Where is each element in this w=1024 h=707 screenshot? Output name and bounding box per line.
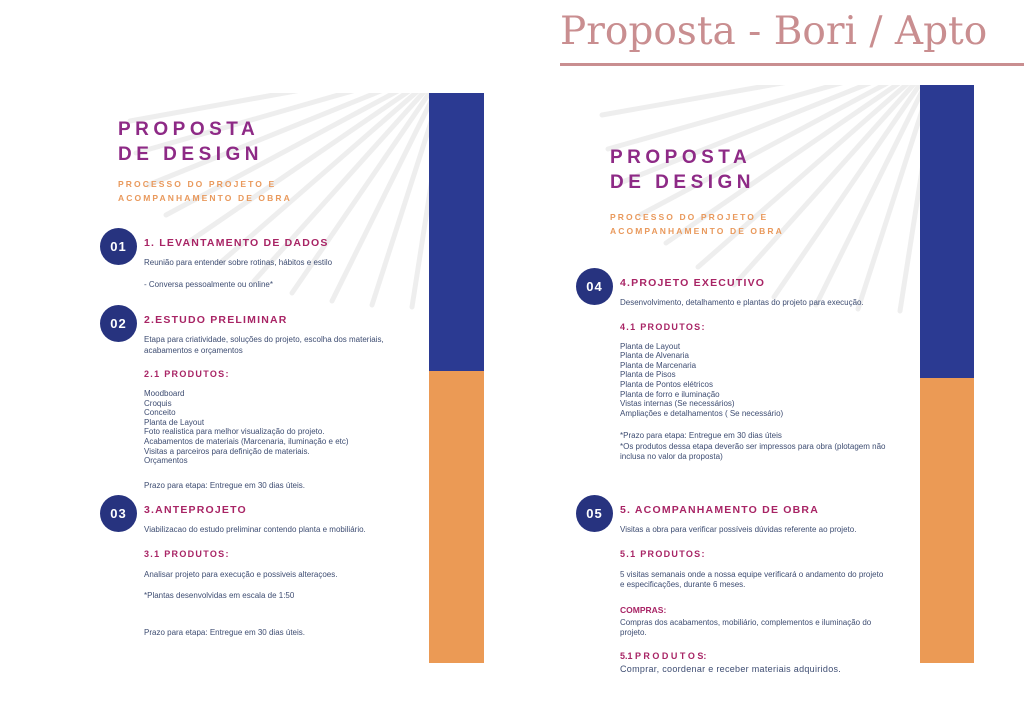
step-number: 02 bbox=[110, 316, 127, 331]
section-heading: 1. LEVANTAMENTO DE DADOS bbox=[144, 237, 329, 249]
section-paragraph: *Plantas desenvolvidas em escala de 1:50 bbox=[144, 591, 295, 601]
product-list bbox=[620, 342, 888, 419]
page-subtitle-line2: ACOMPANHAMENTO DE OBRA bbox=[610, 226, 784, 236]
section-05 bbox=[576, 495, 888, 674]
section-03 bbox=[100, 495, 389, 638]
step-number-badge bbox=[576, 495, 613, 532]
step-number-badge bbox=[576, 268, 613, 305]
page-title-line2: DE DESIGN bbox=[610, 172, 756, 193]
page-subtitle bbox=[610, 210, 784, 238]
list-item: Acabamentos de materiais (Marcenaria, iluminação e etc) bbox=[144, 437, 349, 447]
list-item: *Os produtos dessa etapa deverão ser impressos para obra (plotagem não inclusa no valor da proposta) bbox=[620, 441, 886, 461]
page-subtitle-line2: ACOMPANHAMENTO DE OBRA bbox=[118, 193, 292, 203]
step-number-badge bbox=[100, 228, 137, 265]
step-number: 03 bbox=[110, 506, 127, 521]
document-title-text: Proposta - Bori / Apto bbox=[560, 9, 988, 54]
product-list bbox=[144, 389, 389, 466]
step-number: 05 bbox=[586, 506, 603, 521]
side-accent-bar-orange bbox=[920, 378, 974, 663]
page-title bbox=[118, 117, 292, 167]
list-item: Planta de Layout bbox=[144, 417, 205, 427]
list-item: Foto realistica para melhor visualização do projeto. bbox=[144, 427, 325, 437]
section-subheading: 3.1 PRODUTOS: bbox=[144, 548, 230, 559]
section-heading: 2.ESTUDO PRELIMINAR bbox=[144, 314, 288, 326]
list-item: Vistas internas (Se necessários) bbox=[620, 399, 735, 409]
list-item: Planta de Layout bbox=[620, 341, 681, 351]
page-subtitle bbox=[118, 177, 292, 205]
page-title-line1: PROPOSTA bbox=[610, 147, 752, 168]
page-title-line2: DE DESIGN bbox=[118, 144, 264, 165]
page-header bbox=[118, 117, 292, 205]
section-intro: Viabilizacao do estudo preliminar contendo planta e mobiliário. bbox=[144, 525, 366, 534]
section-heading: 5. ACOMPANHAMENTO DE OBRA bbox=[620, 504, 819, 516]
list-item: Croquis bbox=[144, 398, 172, 408]
step-number: 01 bbox=[110, 239, 127, 254]
page-subtitle-line1: PROCESSO DO PROJETO E bbox=[118, 179, 277, 189]
list-item: Moodboard bbox=[144, 389, 185, 399]
produtos-heading: 5.1 P R O D U T O S: bbox=[620, 651, 707, 662]
compras-text: Compras dos acabamentos, mobiliário, complementos e iluminação do projeto. bbox=[620, 617, 872, 638]
page-subtitle-line1: PROCESSO DO PROJETO E bbox=[610, 212, 769, 222]
section-01 bbox=[100, 228, 389, 290]
side-accent-bar bbox=[920, 85, 974, 663]
deadline-note: Prazo para etapa: Entregue em 30 dias úteis. bbox=[144, 480, 305, 490]
page-header bbox=[610, 145, 784, 238]
side-accent-bar-blue bbox=[920, 85, 974, 378]
page-right bbox=[575, 85, 975, 675]
list-item: Visitas a parceiros para definição de materiais. bbox=[144, 446, 310, 456]
list-item: Planta de Marcenaria bbox=[620, 360, 697, 370]
section-subheading: 4.1 PRODUTOS: bbox=[620, 321, 706, 332]
side-accent-bar-blue bbox=[429, 93, 484, 371]
section-intro: Etapa para criatividade, soluções do projeto, escolha dos materiais, acabamentos e orçamentos bbox=[144, 335, 384, 355]
section-paragraph: 5 visitas semanais onde a nossa equipe verificará o andamento do projeto e especificações, durante 6 meses. bbox=[620, 569, 884, 590]
section-intro: Visitas a obra para verificar possíveis dúvidas referente ao projeto. bbox=[620, 525, 857, 534]
compras-heading: COMPRAS: bbox=[620, 604, 667, 615]
step-number: 04 bbox=[586, 279, 603, 294]
list-item: *Prazo para etapa: Entregue em 30 dias úteis bbox=[620, 431, 782, 441]
produtos-text: Comprar, coordenar e receber materiais adquiridos. bbox=[620, 664, 842, 675]
document-title bbox=[560, 8, 1024, 66]
section-paragraph: - Conversa pessoalmente ou online* bbox=[144, 279, 273, 289]
list-item: Planta de Alvenaria bbox=[620, 351, 689, 361]
step-number-badge bbox=[100, 495, 137, 532]
section-04 bbox=[576, 268, 888, 462]
section-heading: 4.PROJETO EXECUTIVO bbox=[620, 277, 766, 289]
list-item: Orçamentos bbox=[144, 456, 188, 466]
list-item: Conceito bbox=[144, 408, 176, 418]
section-paragraph: Reunião para entender sobre rotinas, hábitos e estilo bbox=[144, 258, 333, 267]
step-number-badge bbox=[100, 305, 137, 342]
deadline-note: Prazo para etapa: Entregue em 30 dias úteis. bbox=[144, 627, 305, 637]
section-notes bbox=[620, 431, 888, 462]
page-left bbox=[85, 93, 485, 663]
list-item: Planta de Pisos bbox=[620, 370, 676, 380]
section-heading: 3.ANTEPROJETO bbox=[144, 504, 247, 516]
section-02 bbox=[100, 305, 389, 491]
section-subheading: 5.1 PRODUTOS: bbox=[620, 548, 706, 559]
section-paragraph: Analisar projeto para execução e possiveis alteraçoes. bbox=[144, 569, 338, 579]
side-accent-bar-orange bbox=[429, 371, 484, 663]
list-item: Planta de Pontos elétricos bbox=[620, 379, 713, 389]
side-accent-bar bbox=[429, 93, 484, 663]
list-item: Ampliações e detalhamentos ( Se necessário) bbox=[620, 408, 784, 418]
list-item: Planta de forro e iluminação bbox=[620, 389, 720, 399]
section-intro: Desenvolvimento, detalhamento e plantas do projeto para execução. bbox=[620, 298, 864, 307]
section-subheading: 2.1 PRODUTOS: bbox=[144, 369, 230, 380]
page-title-line1: PROPOSTA bbox=[118, 119, 260, 140]
page-title bbox=[610, 145, 784, 195]
